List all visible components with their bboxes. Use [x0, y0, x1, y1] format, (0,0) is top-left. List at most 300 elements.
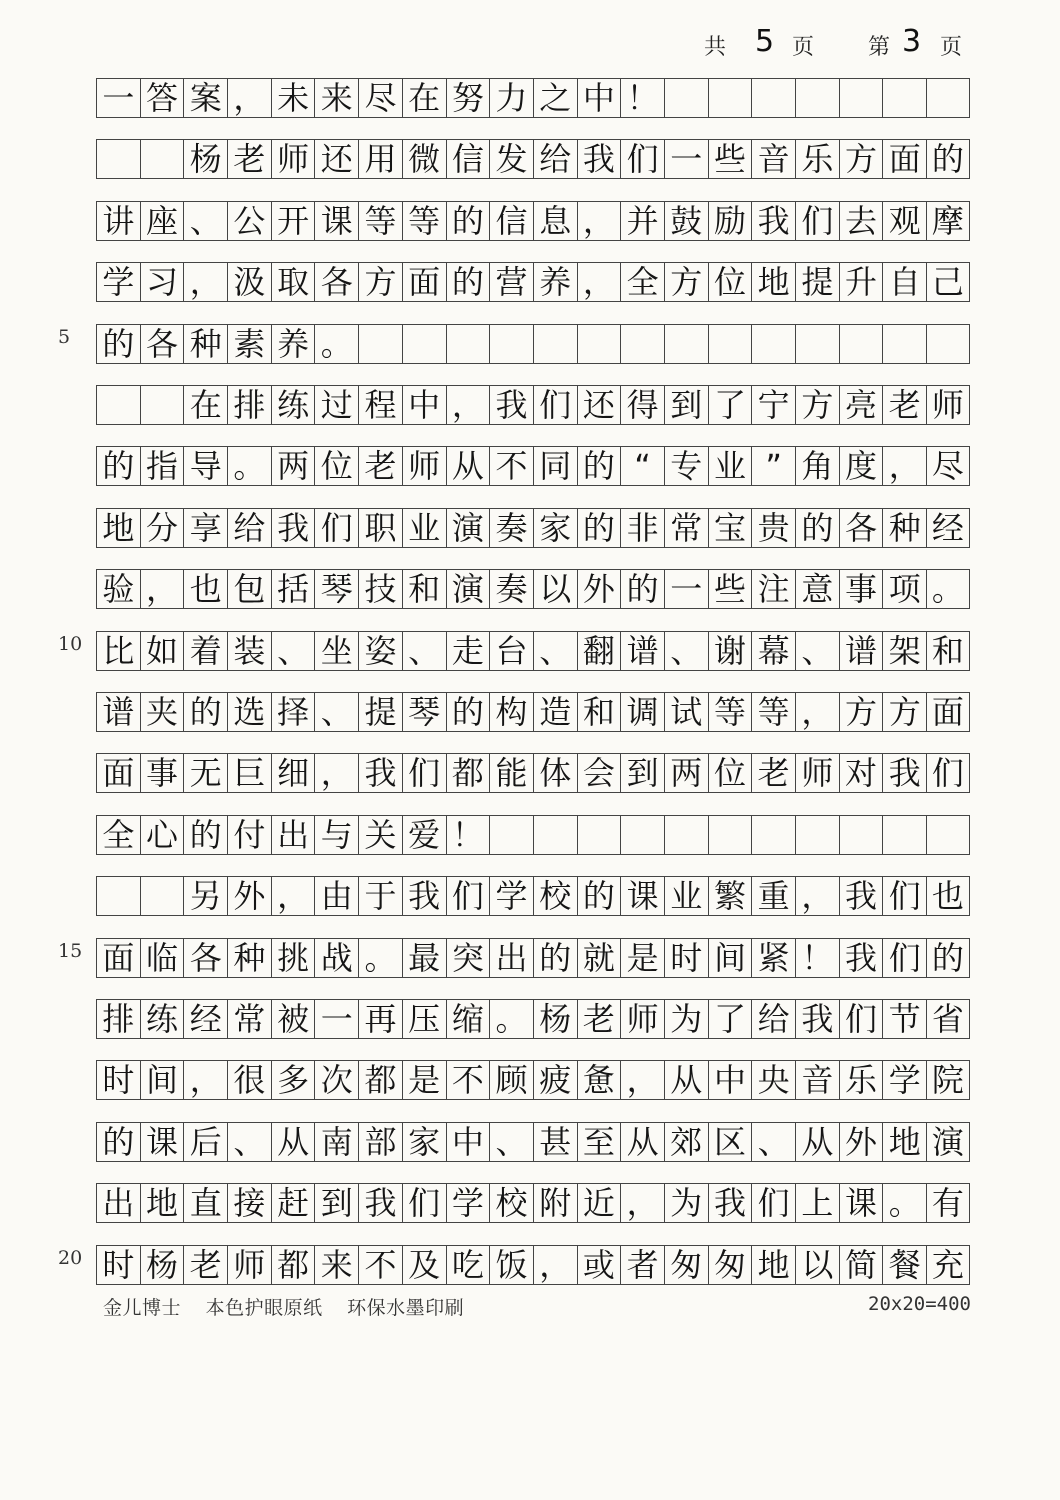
grid-row — [96, 446, 970, 486]
grid-cell: 区 — [708, 1122, 752, 1162]
grid-cell: 方 — [839, 139, 883, 179]
grid-cell: 最 — [402, 938, 446, 978]
grid-cell: 匆 — [664, 1245, 708, 1285]
grid-cell: 能 — [489, 753, 533, 793]
grid-cell: 方 — [882, 692, 926, 732]
grid-cell: 我 — [882, 753, 926, 793]
grid-cell: 音 — [751, 139, 795, 179]
grid-cell: 挑 — [271, 938, 315, 978]
grid-cell: 。 — [882, 1183, 926, 1223]
grid-cell: 试 — [664, 692, 708, 732]
grid-cell: 比 — [96, 631, 140, 671]
grid-cell: 谢 — [708, 631, 752, 671]
grid-cell: 简 — [839, 1245, 883, 1285]
grid-cell: 不 — [358, 1245, 402, 1285]
grid-cell: 营 — [489, 262, 533, 302]
grid-cell: 过 — [314, 385, 358, 425]
grid-cell: 郊 — [664, 1122, 708, 1162]
grid-cell: ， — [314, 753, 358, 793]
line-number-20: 20 — [58, 1247, 83, 1269]
grid-cell: 我 — [577, 139, 621, 179]
grid-cell: 的 — [577, 876, 621, 916]
grid-cell: 饭 — [489, 1245, 533, 1285]
grid-cell: 琴 — [402, 692, 446, 732]
grid-cell: 再 — [358, 999, 402, 1039]
grid-cell: 常 — [227, 999, 271, 1039]
grid-cell: 突 — [446, 938, 490, 978]
grid-cell: 间 — [708, 938, 752, 978]
grid-cell: 琴 — [314, 569, 358, 609]
grid-cell: 老 — [882, 385, 926, 425]
grid-cell — [839, 324, 883, 364]
grid-cell: 度 — [839, 446, 883, 486]
grid-cell: 种 — [183, 324, 227, 364]
grid-cell: 乐 — [839, 1060, 883, 1100]
grid-cell: 都 — [358, 1060, 402, 1100]
grid-cell: 业 — [708, 446, 752, 486]
grid-cell: 我 — [358, 1183, 402, 1223]
total-pages-prefix: 共 — [704, 35, 727, 60]
grid-cell: 们 — [839, 999, 883, 1039]
grid-cell: 鼓 — [664, 201, 708, 241]
grid-cell: 面 — [926, 692, 970, 732]
grid-cell: 杨 — [140, 1245, 184, 1285]
grid-cell — [446, 324, 490, 364]
grid-cell: 。 — [314, 324, 358, 364]
grid-cell: ， — [271, 876, 315, 916]
grid-cell: 师 — [795, 753, 839, 793]
grid-cell: 、 — [183, 201, 227, 241]
grid-cell: 项 — [882, 569, 926, 609]
grid-row — [96, 1183, 970, 1223]
grid-cell — [882, 324, 926, 364]
grid-cell: ， — [140, 569, 184, 609]
grid-cell: 、 — [533, 631, 577, 671]
grid-cell: 并 — [620, 201, 664, 241]
grid-cell: 们 — [402, 1183, 446, 1223]
grid-cell: 给 — [533, 139, 577, 179]
grid-cell: 们 — [402, 753, 446, 793]
grid-cell: 时 — [96, 1245, 140, 1285]
grid-cell: 我 — [839, 938, 883, 978]
grid-cell — [795, 815, 839, 855]
grid-cell: 到 — [664, 385, 708, 425]
grid-cell: 。 — [227, 446, 271, 486]
grid-cell: 不 — [489, 446, 533, 486]
total-pages-suffix: 页 — [792, 35, 815, 60]
grid-cell: ， — [577, 262, 621, 302]
grid-cell: 方 — [839, 692, 883, 732]
grid-cell: 我 — [708, 1183, 752, 1223]
grid-cell: ， — [795, 876, 839, 916]
grid-cell: 微 — [402, 139, 446, 179]
grid-cell: 和 — [402, 569, 446, 609]
grid-cell: 为 — [664, 999, 708, 1039]
grid-cell: 我 — [795, 999, 839, 1039]
grid-cell: 面 — [882, 139, 926, 179]
grid-cell: 我 — [839, 876, 883, 916]
grid-cell — [533, 324, 577, 364]
grid-cell: 为 — [664, 1183, 708, 1223]
grid-cell: 演 — [926, 1122, 970, 1162]
grid-cell: 选 — [227, 692, 271, 732]
grid-cell: 上 — [795, 1183, 839, 1223]
grid-cell: 一 — [96, 78, 140, 118]
grid-cell: 非 — [620, 508, 664, 548]
grid-cell: 餐 — [882, 1245, 926, 1285]
grid-cell: 意 — [795, 569, 839, 609]
grid-cell: 时 — [96, 1060, 140, 1100]
grid-cell: 幕 — [751, 631, 795, 671]
grid-cell: 等 — [358, 201, 402, 241]
grid-cell: 的 — [183, 692, 227, 732]
line-number-15: 15 — [58, 940, 83, 962]
grid-cell: ， — [183, 262, 227, 302]
grid-cell: 着 — [183, 631, 227, 671]
grid-cell: 会 — [577, 753, 621, 793]
grid-row — [96, 78, 970, 118]
footer-brand: 金儿博士 — [103, 1297, 182, 1319]
grid-cell: 学 — [489, 876, 533, 916]
grid-cell: 享 — [183, 508, 227, 548]
grid-cell: 的 — [620, 569, 664, 609]
grid-cell: 励 — [708, 201, 752, 241]
grid-cell: 家 — [402, 1122, 446, 1162]
grid-cell: 们 — [795, 201, 839, 241]
grid-cell: 养 — [271, 324, 315, 364]
grid-cell: 位 — [708, 262, 752, 302]
grid-cell: 的 — [446, 201, 490, 241]
grid-cell: 等 — [708, 692, 752, 732]
grid-cell: 姿 — [358, 631, 402, 671]
grid-row — [96, 1060, 970, 1100]
grid-cell: 后 — [183, 1122, 227, 1162]
grid-cell: 从 — [795, 1122, 839, 1162]
grid-cell: 自 — [882, 262, 926, 302]
grid-cell: 校 — [533, 876, 577, 916]
grid-cell — [751, 78, 795, 118]
grid-cell: 常 — [664, 508, 708, 548]
grid-cell: 地 — [751, 1245, 795, 1285]
grid-cell: 课 — [314, 201, 358, 241]
grid-cell: 去 — [839, 201, 883, 241]
grid-cell: 排 — [227, 385, 271, 425]
grid-cell: 专 — [664, 446, 708, 486]
grid-cell: 接 — [227, 1183, 271, 1223]
grid-cell: 的 — [533, 938, 577, 978]
grid-cell: 们 — [446, 876, 490, 916]
grid-cell: 、 — [795, 631, 839, 671]
grid-cell: 师 — [227, 1245, 271, 1285]
grid-cell: 杨 — [533, 999, 577, 1039]
grid-cell: 以 — [533, 569, 577, 609]
grid-cell: 与 — [314, 815, 358, 855]
grid-cell: 的 — [96, 446, 140, 486]
grid-cell: 很 — [227, 1060, 271, 1100]
grid-cell — [358, 324, 402, 364]
grid-cell — [664, 324, 708, 364]
grid-cell: 们 — [926, 753, 970, 793]
grid-cell: 分 — [140, 508, 184, 548]
grid-cell: 从 — [664, 1060, 708, 1100]
grid-cell: 同 — [533, 446, 577, 486]
grid-cell: 方 — [795, 385, 839, 425]
grid-cell: 宁 — [751, 385, 795, 425]
grid-cell — [839, 815, 883, 855]
grid-cell: 老 — [751, 753, 795, 793]
grid-cell: 。 — [358, 938, 402, 978]
grid-cell: 地 — [96, 508, 140, 548]
grid-cell: 多 — [271, 1060, 315, 1100]
grid-cell: 奏 — [489, 508, 533, 548]
grid-cell: 架 — [882, 631, 926, 671]
grid-cell — [882, 78, 926, 118]
grid-cell: 疲 — [533, 1060, 577, 1100]
grid-cell: 紧 — [751, 938, 795, 978]
grid-cell: 和 — [577, 692, 621, 732]
grid-cell — [96, 876, 140, 916]
grid-cell: 程 — [358, 385, 402, 425]
grid-cell: 们 — [882, 876, 926, 916]
grid-cell: ， — [227, 78, 271, 118]
grid-cell: 经 — [183, 999, 227, 1039]
grid-cell: 赶 — [271, 1183, 315, 1223]
grid-cell: 师 — [271, 139, 315, 179]
grid-cell: 是 — [620, 938, 664, 978]
paper-footer — [103, 1293, 482, 1320]
grid-cell: 包 — [227, 569, 271, 609]
grid-cell: 们 — [314, 508, 358, 548]
grid-cell: 两 — [271, 446, 315, 486]
grid-cell: 造 — [533, 692, 577, 732]
grid-cell: 的 — [577, 446, 621, 486]
grid-cell: 台 — [489, 631, 533, 671]
grid-cell: 验 — [96, 569, 140, 609]
grid-cell: 练 — [140, 999, 184, 1039]
grid-cell — [140, 385, 184, 425]
grid-cell: 息 — [533, 201, 577, 241]
grid-cell: 、 — [227, 1122, 271, 1162]
grid-row — [96, 139, 970, 179]
grid-row — [96, 508, 970, 548]
grid-cell: 经 — [926, 508, 970, 548]
grid-cell: 缩 — [446, 999, 490, 1039]
grid-cell: 在 — [402, 78, 446, 118]
line-number-10: 10 — [58, 633, 83, 655]
grid-cell: 练 — [271, 385, 315, 425]
grid-cell: 走 — [446, 631, 490, 671]
grid-cell: 面 — [402, 262, 446, 302]
grid-cell: ， — [577, 201, 621, 241]
grid-cell — [664, 815, 708, 855]
grid-cell: 指 — [140, 446, 184, 486]
grid-cell: 乐 — [795, 139, 839, 179]
grid-cell: 的 — [577, 508, 621, 548]
grid-row — [96, 815, 970, 855]
grid-cell: 心 — [140, 815, 184, 855]
grid-cell: 关 — [358, 815, 402, 855]
grid-cell: 事 — [839, 569, 883, 609]
grid-cell: 的 — [926, 938, 970, 978]
grid-cell: 都 — [271, 1245, 315, 1285]
grid-cell: 调 — [620, 692, 664, 732]
grid-row — [96, 569, 970, 609]
grid-cell: 课 — [620, 876, 664, 916]
grid-cell: 我 — [402, 876, 446, 916]
page-number-suffix: 页 — [940, 35, 963, 60]
grid-cell: 还 — [577, 385, 621, 425]
grid-cell: 课 — [140, 1122, 184, 1162]
grid-cell: 体 — [533, 753, 577, 793]
grid-cell: 信 — [446, 139, 490, 179]
grid-cell: 充 — [926, 1245, 970, 1285]
grid-cell — [96, 385, 140, 425]
grid-cell: 的 — [96, 1122, 140, 1162]
grid-cell: 摩 — [926, 201, 970, 241]
grid-cell: 甚 — [533, 1122, 577, 1162]
grid-row — [96, 753, 970, 793]
grid-cell: 地 — [751, 262, 795, 302]
grid-cell: 外 — [577, 569, 621, 609]
grid-cell: 到 — [314, 1183, 358, 1223]
grid-cell: 发 — [489, 139, 533, 179]
grid-cell: 音 — [795, 1060, 839, 1100]
grid-cell: 校 — [489, 1183, 533, 1223]
grid-row — [96, 692, 970, 732]
footer-grid-spec: 20x20=400 — [868, 1293, 971, 1315]
grid-cell: 素 — [227, 324, 271, 364]
grid-cell: 爱 — [402, 815, 446, 855]
grid-cell: 种 — [227, 938, 271, 978]
grid-cell: 央 — [751, 1060, 795, 1100]
grid-row — [96, 201, 970, 241]
grid-cell: 者 — [620, 1245, 664, 1285]
grid-cell: 谱 — [620, 631, 664, 671]
grid-cell: 得 — [620, 385, 664, 425]
grid-cell: 一 — [664, 139, 708, 179]
grid-cell: ， — [533, 1245, 577, 1285]
footer-ink: 环保水墨印刷 — [347, 1297, 465, 1319]
grid-cell: 中 — [446, 1122, 490, 1162]
grid-cell: 繁 — [708, 876, 752, 916]
grid-cell: 南 — [314, 1122, 358, 1162]
grid-cell: 各 — [314, 262, 358, 302]
grid-cell: 了 — [708, 385, 752, 425]
grid-cell: 之 — [533, 78, 577, 118]
grid-cell: ， — [620, 1183, 664, 1223]
grid-cell: 构 — [489, 692, 533, 732]
grid-cell: 汲 — [227, 262, 271, 302]
grid-cell: 坐 — [314, 631, 358, 671]
grid-cell: 临 — [140, 938, 184, 978]
grid-cell: 的 — [446, 692, 490, 732]
grid-cell: 战 — [314, 938, 358, 978]
grid-cell: 老 — [227, 139, 271, 179]
grid-cell: 答 — [140, 78, 184, 118]
grid-cell: 养 — [533, 262, 577, 302]
grid-cell: 一 — [314, 999, 358, 1039]
grid-cell: 装 — [227, 631, 271, 671]
grid-row — [96, 631, 970, 671]
grid-cell: 一 — [664, 569, 708, 609]
grid-cell: 也 — [926, 876, 970, 916]
grid-cell: 从 — [620, 1122, 664, 1162]
grid-cell: 都 — [446, 753, 490, 793]
grid-cell: 事 — [140, 753, 184, 793]
grid-cell: 案 — [183, 78, 227, 118]
grid-cell: 是 — [402, 1060, 446, 1100]
grid-row — [96, 1122, 970, 1162]
grid-cell: 从 — [446, 446, 490, 486]
grid-cell: 家 — [533, 508, 577, 548]
grid-cell: 惫 — [577, 1060, 621, 1100]
grid-cell — [839, 78, 883, 118]
grid-cell: 及 — [402, 1245, 446, 1285]
grid-cell: 另 — [183, 876, 227, 916]
grid-cell: 座 — [140, 201, 184, 241]
grid-cell: 面 — [96, 938, 140, 978]
grid-cell: 观 — [882, 201, 926, 241]
grid-cell: 老 — [358, 446, 402, 486]
grid-cell: 对 — [839, 753, 883, 793]
grid-row — [96, 324, 970, 364]
grid-cell: 未 — [271, 78, 315, 118]
grid-cell: 附 — [533, 1183, 577, 1223]
grid-cell: 我 — [489, 385, 533, 425]
grid-cell: 种 — [882, 508, 926, 548]
grid-cell: 学 — [96, 262, 140, 302]
grid-cell: 如 — [140, 631, 184, 671]
grid-cell: 匆 — [708, 1245, 752, 1285]
grid-cell: 公 — [227, 201, 271, 241]
grid-cell: 师 — [620, 999, 664, 1039]
grid-cell: 位 — [708, 753, 752, 793]
grid-cell: 们 — [882, 938, 926, 978]
grid-cell — [577, 815, 621, 855]
grid-cell: 学 — [882, 1060, 926, 1100]
grid-cell: “ — [620, 446, 664, 486]
grid-cell: 以 — [795, 1245, 839, 1285]
grid-cell — [577, 324, 621, 364]
grid-cell: ！ — [795, 938, 839, 978]
grid-cell: 业 — [664, 876, 708, 916]
grid-cell: 升 — [839, 262, 883, 302]
grid-cell: 习 — [140, 262, 184, 302]
grid-cell: 全 — [96, 815, 140, 855]
page-number-prefix: 第 — [868, 35, 891, 60]
grid-cell: 开 — [271, 201, 315, 241]
grid-cell: 些 — [708, 139, 752, 179]
grid-cell: 、 — [489, 1122, 533, 1162]
grid-cell: 们 — [620, 139, 664, 179]
grid-cell — [489, 324, 533, 364]
grid-cell: 角 — [795, 446, 839, 486]
grid-cell: 等 — [402, 201, 446, 241]
grid-cell: 注 — [751, 569, 795, 609]
grid-cell: 技 — [358, 569, 402, 609]
grid-cell: 次 — [314, 1060, 358, 1100]
grid-cell: 杨 — [183, 139, 227, 179]
grid-cell: 的 — [183, 815, 227, 855]
grid-cell: 被 — [271, 999, 315, 1039]
grid-cell: 己 — [926, 262, 970, 302]
grid-cell — [533, 815, 577, 855]
grid-cell: 职 — [358, 508, 402, 548]
grid-cell: 等 — [751, 692, 795, 732]
manuscript-grid — [96, 78, 970, 1283]
grid-cell: 谱 — [96, 692, 140, 732]
grid-cell: ” — [751, 446, 795, 486]
